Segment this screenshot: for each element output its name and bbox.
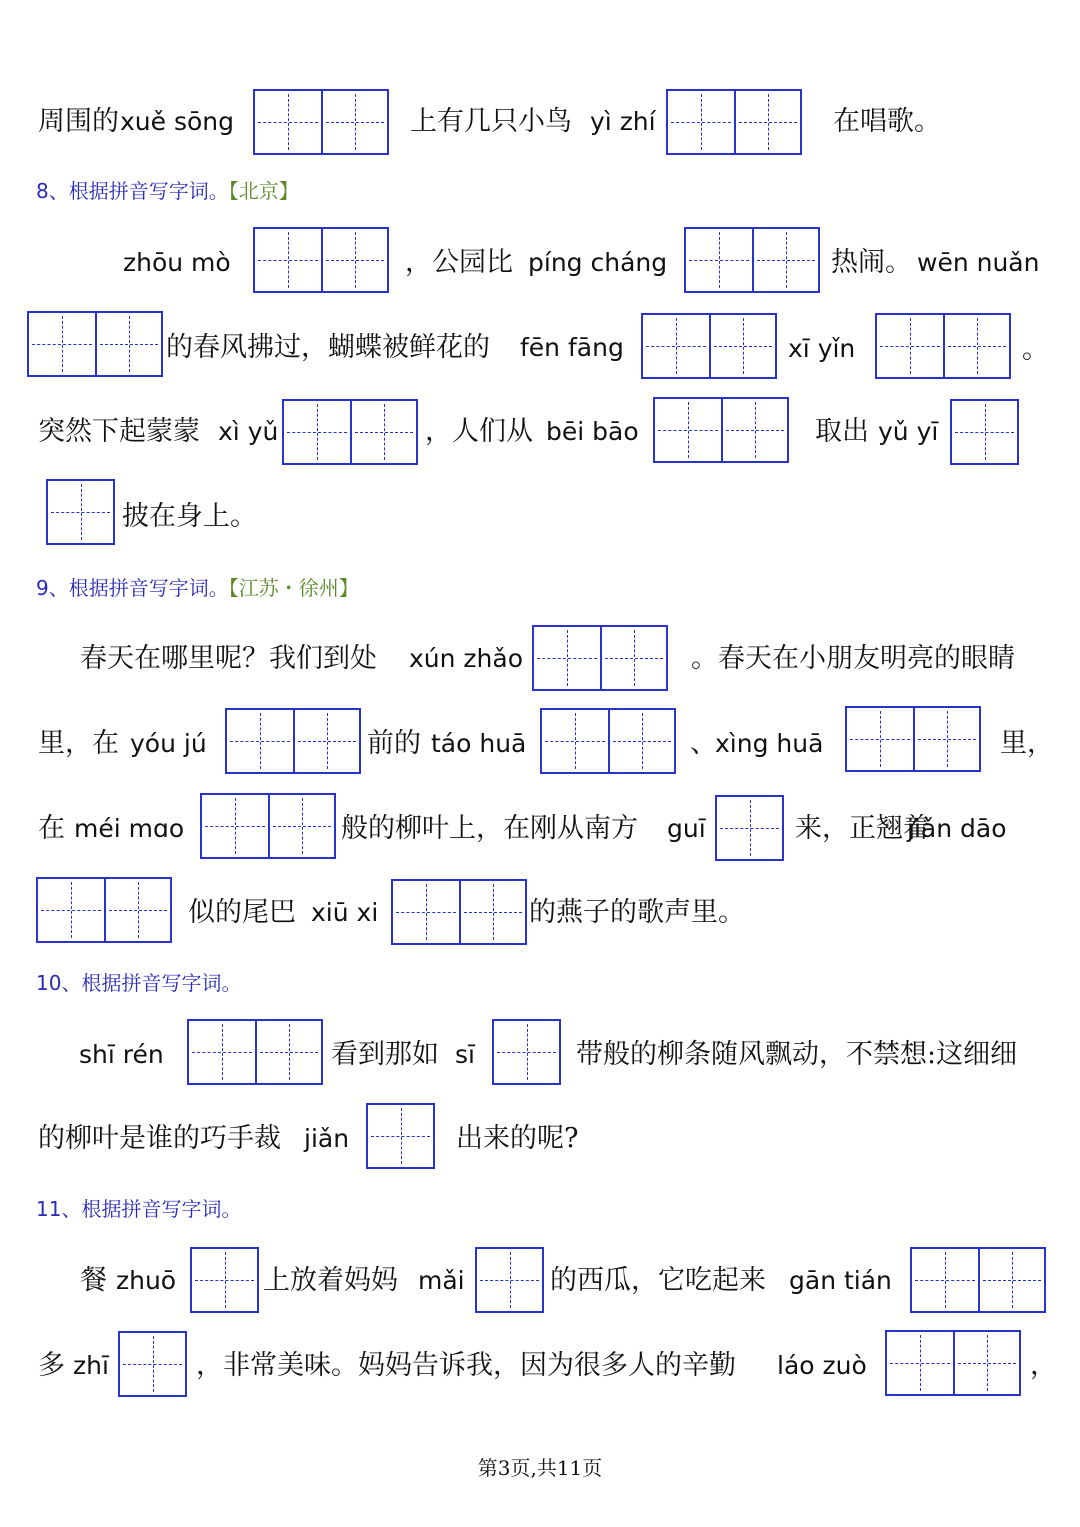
text: ，非常美味。妈妈告诉我，因为很多人的辛勤 [196, 1350, 736, 1381]
answer-box-1[interactable] [475, 1247, 544, 1313]
pinyin: táo huā [431, 729, 527, 758]
text: ，人们从 [425, 416, 533, 447]
answer-box-2[interactable] [253, 227, 389, 293]
text: 热闹。 [831, 247, 912, 278]
pinyin: yǔ yī [878, 417, 939, 446]
heading-text: 10、根据拼音写字词。 [36, 971, 242, 995]
answer-box-2[interactable] [282, 399, 418, 465]
text: 里， [1000, 728, 1054, 759]
text: 的春风拂过，蝴蝶被鲜花的 [166, 332, 490, 363]
answer-box-1[interactable] [715, 795, 784, 861]
question-heading-8 [36, 181, 299, 201]
text: 周围的 [38, 106, 119, 137]
text: 披在身上。 [122, 501, 257, 532]
heading-source: 【江苏・徐州】 [228, 576, 359, 600]
pinyin: xuě sōng [120, 107, 235, 136]
text: 。春天在小朋友明亮的眼睛 [691, 643, 1015, 674]
text: 、 [690, 728, 717, 759]
question-heading-10 [36, 973, 241, 993]
pinyin: láo zuò [777, 1351, 867, 1380]
pinyin: sī [455, 1040, 475, 1069]
pinyin: fēn fāng [520, 333, 624, 362]
text: 取出 [815, 416, 869, 447]
pinyin: mǎi [418, 1266, 465, 1295]
text: 餐 [80, 1265, 107, 1296]
pinyin: zhōu mò [123, 248, 231, 277]
text: 般的柳叶上，在刚从南方 [341, 813, 638, 844]
question-heading-9 [36, 578, 359, 598]
answer-box-2[interactable] [27, 311, 163, 377]
pinyin: jiǎn dāo [907, 814, 1007, 843]
question-heading-11 [36, 1199, 241, 1219]
text: ，公园比 [405, 247, 513, 278]
text: 似的尾巴 [188, 897, 296, 928]
pinyin: xī yǐn [788, 334, 856, 363]
text: 的燕子的歌声里。 [529, 897, 745, 928]
answer-box-1[interactable] [950, 399, 1019, 465]
page-number: 第3页,共11页 [477, 1456, 603, 1480]
pinyin: jiǎn [304, 1124, 350, 1153]
answer-box-2[interactable] [187, 1019, 323, 1085]
heading-text: 11、根据拼音写字词。 [36, 1197, 242, 1221]
answer-box-2[interactable] [253, 89, 389, 155]
text: 的西瓜，它吃起来 [550, 1265, 766, 1296]
text: 。 [1022, 334, 1049, 365]
answer-box-1[interactable] [492, 1019, 561, 1085]
pinyin: xiū xi [311, 898, 379, 927]
answer-box-1[interactable] [118, 1331, 187, 1397]
text: 里，在 [38, 728, 119, 759]
answer-box-2[interactable] [36, 877, 172, 943]
text: 上放着妈妈 [263, 1265, 398, 1296]
pinyin: méi mɑo [74, 814, 185, 843]
pinyin: shī rén [79, 1040, 164, 1069]
text: 春天在哪里呢？我们到处 [80, 643, 377, 674]
answer-box-2[interactable] [885, 1330, 1021, 1396]
answer-box-2[interactable] [540, 708, 676, 774]
answer-box-2[interactable] [684, 227, 820, 293]
answer-box-2[interactable] [875, 313, 1011, 379]
pinyin: xún zhǎo [409, 644, 524, 673]
pinyin: zhuō [116, 1266, 177, 1295]
answer-box-1[interactable] [46, 479, 115, 545]
text: 上有几只小鸟 [410, 106, 572, 137]
pinyin: gān tián [789, 1266, 892, 1295]
answer-box-2[interactable] [225, 708, 361, 774]
text: 看到那如 [331, 1039, 439, 1070]
answer-box-2[interactable] [666, 89, 802, 155]
answer-box-2[interactable] [641, 313, 777, 379]
pinyin: zhī [73, 1351, 109, 1380]
pinyin: wēn nuǎn [917, 248, 1040, 277]
heading-source: 【北京】 [228, 179, 299, 203]
text: 突然下起蒙蒙 [38, 416, 200, 447]
text: 多 [38, 1350, 65, 1381]
answer-box-2[interactable] [532, 625, 668, 691]
text: 在唱歌。 [833, 106, 941, 137]
pinyin: xìng huā [715, 729, 824, 758]
answer-box-2[interactable] [910, 1247, 1046, 1313]
answer-box-2[interactable] [200, 793, 336, 859]
answer-box-2[interactable] [391, 879, 527, 945]
text: 来，正翘着 [795, 813, 930, 844]
pinyin: píng cháng [528, 248, 668, 277]
text: 的柳叶是谁的巧手裁 [38, 1123, 281, 1154]
text: ， [1030, 1350, 1057, 1381]
text: 在 [38, 813, 65, 844]
pinyin: guī [667, 814, 706, 843]
answer-box-2[interactable] [653, 397, 789, 463]
pinyin: xì yǔ [218, 417, 279, 446]
answer-box-1[interactable] [190, 1247, 259, 1313]
pinyin: yóu jú [130, 729, 207, 758]
heading-text: 8、根据拼音写字词。 [36, 179, 229, 203]
answer-box-2[interactable] [845, 706, 981, 772]
heading-text: 9、根据拼音写字词。 [36, 576, 229, 600]
pinyin: bēi bāo [546, 417, 639, 446]
text: 前的 [367, 728, 421, 759]
text: 出来的呢? [456, 1123, 579, 1154]
pinyin: yì zhí [590, 107, 656, 136]
answer-box-1[interactable] [366, 1103, 435, 1169]
text: 带般的柳条随风飘动，不禁想:这细细 [576, 1039, 1018, 1070]
